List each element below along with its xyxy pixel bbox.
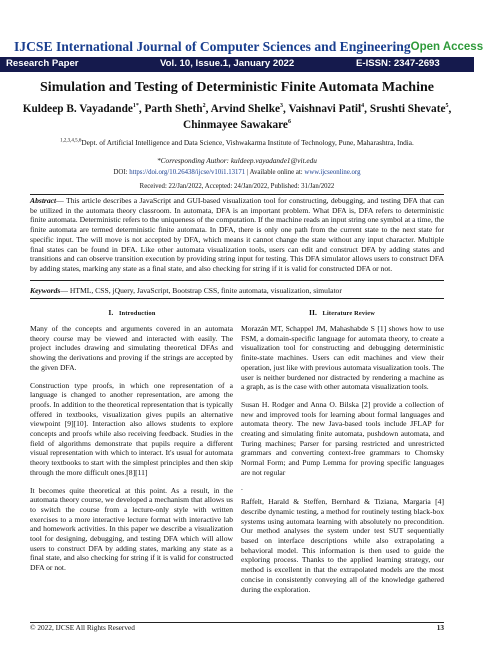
divider	[30, 298, 444, 299]
paragraph: Many of the concepts and arguments covered in an automata theory course may be viewed and interacted with easily. The project includes drawing and simulating theoretical DFAs and showing the derivations and proving if the strings are accepted by the given DFA.	[30, 324, 233, 372]
corresponding-author: *Corresponding Author: kuldeep.vayadande1@vit.edu	[157, 156, 317, 165]
right-column	[241, 324, 444, 602]
abstract: Abstract— This article describes a JavaScript and GUI-based visualization tool for constructing, debugging, and testing DFA that can be utilized in the automata theory classroom. In automata, DFA is an important problem. What DFA is, DFA refers to deterministic finite automata. Deterministic refers to the uniqueness of the computation. If the machine reads an input string one symbol at a time, the finite automata are termed deterministic finite automata. In DFA, there is only one path from the current state to the next state for specific input. The will move is not accepted by DFA, which means it cannot change the state without any input character. Multiple final states can be found in DFA. Like other automata visualization tools, users can edit and construct DFA by adding states and transitions and can observe transition execution by providing string input for testing. This DFA simulator allows users to construct DFA by adding states, marking any state as a final state, and also checking for string if it is valid for constructed DFA or not.	[30, 196, 444, 273]
author: Arvind Shelke$^3$,	[210, 102, 289, 115]
author: Chinmayee Sawakare$^6$	[183, 119, 291, 132]
section-heading-literature-review: II. Literature Review	[309, 308, 375, 317]
paragraph: Raffelt, Harald & Steffen, Bernhard & Tiziana, Margaria [4] describe dynamic testing, a method for routinely testing black-box systems using automata learning with absolutely no precondition. Our method analyses the system under test SUT sequentially based on interface descriptions while also extrapolating a behavioral model. This information is then used to guide the exploring process. Thanks to the applied learning strategy, our method is excellent in that the extrapolated models are the most concise in consistently conveying all of the knowledge gathered during the exploration.	[241, 497, 444, 594]
journal-masthead	[12, 36, 483, 58]
author: Parth Sheth$^2$,	[144, 102, 211, 115]
page-number: 13	[436, 623, 444, 632]
doi-line: DOI: https://doi.org/10.26438/ijcse/v10i1.13171 | Available online at: www.ijcseonline.org	[113, 169, 361, 176]
paragraph: It becomes quite theoretical at this point. As a result, in the automata theory course, we developed a mechanism that allows us to switch the course from a lecture-only style with written exercises to a more interactive lecture format with interactive lab and homework activities. In this paper we describe a visualization tool for designing, debugging, and testing DFA which will allow users to construct DFA by adding states, marking any state as a final state, and also checking for string if it is valid for constructed DFA or not.	[30, 485, 233, 573]
keywords: Keywords— HTML, CSS, jQuery, JavaScript, Bootstrap CSS, finite automata, visualization, simulator	[30, 286, 342, 295]
open-access-label: Open Access	[410, 41, 483, 53]
author: Kuldeep B. Vayadande$^{1*}$,	[22, 102, 145, 115]
affiliation: $^{1,2,3,4,5,6}$Dept. of Artificial Intelligence and Data Science, Vishwakarma Institute of Technology, Pune, Maharashtra, India.	[60, 138, 414, 147]
paragraph: Susan H. Rodger and Anna O. Bilska [2] provide a collection of new and improved tools for learning about formal languages and automata theory. The new Java-based tools include JFLAP for creating and simulating finite automata, pushdown automata, and Turing machines; Parser for parsing restricted and unrestricted grammars and converting context-free grammars to Chomsky Normal Form; and Pump Lemma for proving specific languages are not regular	[241, 399, 444, 477]
volume-issue: Vol. 10, Issue.1, January 2022	[160, 58, 295, 69]
paragraph: .	[241, 482, 243, 492]
author-list	[20, 100, 454, 133]
paper-type: Research Paper	[6, 58, 79, 69]
copyright: © 2022, IJCSE All Rights Reserved	[30, 623, 135, 632]
journal-info-bar	[0, 57, 474, 72]
section-heading-introduction: I. Introduction	[108, 308, 156, 317]
paragraph: Morazán MT, Schappel JM, Mahashabde S [1] shows how to use FSM, a domain-specific language for automata theory, to create a visualization tool for constructing and debugging deterministic finite-state machines. Users can edit machines and view their operation, just like with previous automata visualization tools. The user is neither burdened nor distracted by rendering a machine as a graph, as is the case with other automata visualization tools.	[241, 324, 444, 392]
paper-title: Simulation and Testing of Deterministic Finite Automata Machine	[40, 80, 434, 95]
author: Srushti Shevate$^5$,	[369, 102, 452, 115]
paragraph: Construction type proofs, in which one representation of a language is changed to another representation, are among the proofs. In addition to the theoretical representation that is typically offered in textbooks, visualization gives pupils an alternative viewpoint [9][10]. Interaction also allows students to explore concepts and proofs while also receiving feedback. Studies in the field of algorithms demonstrate that pupils require a different visual representation with which to interact. It's usual for automata theory textbooks to start with the simplest principles and then skip through the more difficult ones.[8][11]	[30, 380, 233, 477]
divider	[30, 194, 444, 195]
website-link[interactable]: www.ijcseonline.org	[304, 169, 361, 176]
journal-name: IJCSE International Journal of Computer Sciences and Engineering	[14, 39, 411, 54]
issn: E-ISSN: 2347-2693	[356, 58, 440, 69]
doi-link[interactable]: https://doi.org/10.26438/ijcse/v10i1.13171	[129, 169, 246, 176]
divider	[30, 280, 444, 281]
left-column	[30, 324, 233, 581]
publication-dates: Received: 22/Jan/2022, Accepted: 24/Jan/2022, Published: 31/Jan/2022	[139, 183, 335, 190]
author: Vaishnavi Patil$^4$,	[288, 102, 370, 115]
